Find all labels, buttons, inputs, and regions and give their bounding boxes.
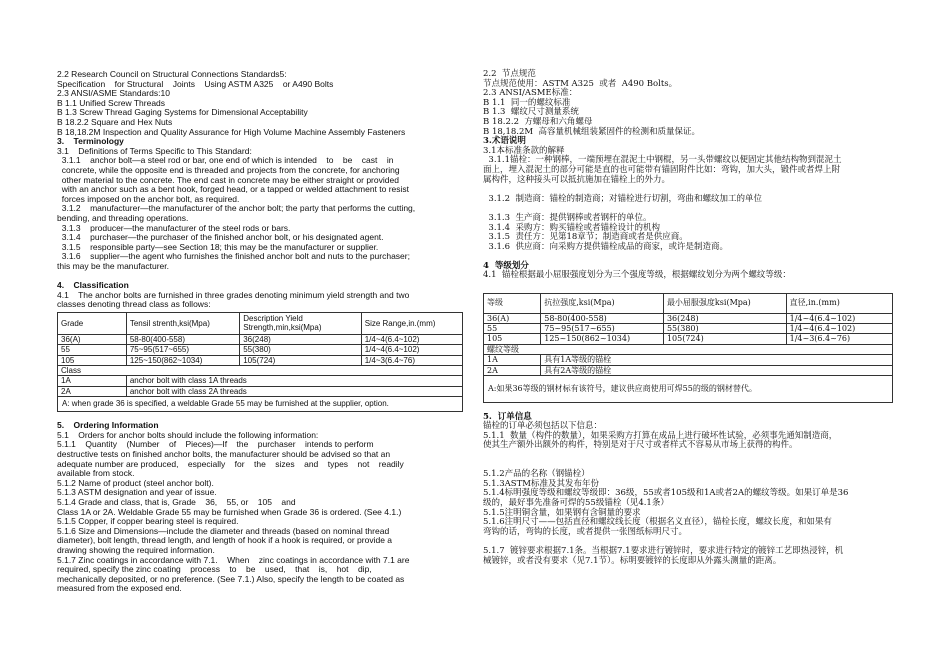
text-line: B 1.1 同一的螺纹标准: [483, 97, 571, 108]
table-row: [58, 345, 463, 355]
table-cell: 36(A): [484, 313, 541, 323]
table-cell: 1/4~4(6.4~102): [786, 313, 892, 323]
text-line: 5.1.1 Quantity (Number of Pieces)—If the purchaser intends to perform: [57, 439, 374, 450]
text-line: B 18.2.2 方螺母和六角螺母: [483, 116, 593, 127]
table-cell: 55: [484, 324, 541, 334]
table-cell: anchor bolt with class 1A threads: [126, 376, 462, 386]
text-line: 2.3 ANSI/ASME Standards:10: [57, 88, 170, 99]
text-line: adequate number are produced, especially for the sizes and types not readily: [57, 458, 404, 469]
table-header-cell: Size Range,in.(mm): [361, 312, 462, 334]
table-cell: 36(A): [58, 334, 127, 344]
table-cell: 1/4~4(6.4~102): [361, 345, 462, 355]
text-line: classes denoting thread class as follows:: [57, 299, 211, 310]
text-line: 5.1.4标明强度等级和螺纹等级即：36级，55或者105级和1A或者2A的螺纹等级。如果订单是36: [483, 488, 849, 499]
table-row: [484, 313, 893, 323]
text-line: 5.1.6 Size and Dimensions—include the diameter and threads (based on nominal thread: [57, 525, 390, 536]
text-line: 5.1.7 镀锌要求根据7.1条。当根据7.1要求进行镀锌时，要求进行特定的镀锌工艺即热浸锌，机: [483, 546, 844, 556]
section-heading-ordering: 5. 订单信息: [483, 411, 532, 422]
text-line: Specification for Structural Joints Using ASTM A325 or A490 Bolts: [57, 78, 334, 89]
text-line: 5.1.5注明铜含量，如果钢有含铜量的要求: [483, 507, 641, 518]
table-row: [484, 344, 893, 354]
table-header-cell: Tensil strenth,ksi(Mpa): [126, 312, 239, 334]
text-line: 5.1.6注明尺寸——包括直径和螺纹线长度（根据名义直径），锚栓长度，螺纹长度，和如果有: [483, 517, 832, 528]
table-cell: 36(248): [663, 313, 786, 323]
table-cell: 具有1A等级的锚栓: [541, 355, 893, 365]
text-line: 3.1.4 采购方：购买锚栓或者锚栓设计的机构: [483, 222, 660, 233]
text-line: 5.1.4 Grade and class, that is, Grade 36, 55, or 105 and: [57, 497, 296, 508]
grade-table: [483, 293, 893, 403]
text-line: 级的，最好事先准备可焊的55级锚栓（见4.1条）: [483, 498, 669, 509]
text-line: bending, and threading operations.: [57, 212, 189, 223]
text-line: 3.1.2 制造商：锚栓的制造商；对锚栓进行切割，弯曲和螺纹加工的单位: [483, 193, 762, 204]
text-line: 节点规范使用：ASTM A325 或者 A490 Bolts。: [483, 78, 678, 89]
text-line: 3.1.1 anchor bolt—a steel rod or bar, one end of which is intended to be cast in: [57, 155, 394, 166]
section-heading-classification: 4 等级划分: [483, 260, 529, 271]
table-note: A:如果36等级的钢材标有该符号，建议供应商使用可焊55的级的钢材替代。: [484, 376, 893, 403]
table-cell: 105: [484, 334, 541, 344]
text-line: drawing showing the required information.: [57, 545, 215, 555]
text-line: B 1.3 Screw Thread Gaging Systems for Dimensional Acceptability: [57, 107, 308, 118]
table-cell: 58-80(400-558): [541, 313, 664, 323]
text-line: mechanically deposited, or no preference. (See 7.1.) Also, specify the length to be coated as: [57, 573, 405, 584]
english-column: [57, 70, 463, 594]
text-line: 3.1.3 producer—the manufacturer of the steel rods or bars.: [57, 222, 291, 233]
text-line: 3.1.5 责任方：见第18章节；制造商或者是供应商。: [483, 232, 688, 243]
table-cell: 1/4~3(6.4~76): [361, 355, 462, 365]
table-cell: 125~150(862~1034): [126, 355, 239, 365]
text-line: 3.1 Definitions of Terms Specific to This Standard:: [57, 145, 252, 156]
text-line: 使其生产额外出额外的构件，特别是对于尺寸或者样式不容易从市场上获得的构件。: [483, 440, 798, 451]
text-line: B 1.1 Unified Screw Threads: [57, 97, 166, 108]
table-row: [484, 365, 893, 375]
table-header-cell: 等级: [484, 293, 541, 313]
table-cell: 55(380): [663, 324, 786, 334]
text-line: measured from the exposed end.: [57, 583, 182, 594]
text-line: 3.1.3 生产商：提供钢棒或者钢杆的单位。: [483, 212, 652, 223]
table-cell: 55(380): [240, 345, 362, 355]
text-line: 5.1.2产品的名称（钢锚栓）: [483, 469, 590, 480]
table-row: [58, 386, 463, 396]
table-cell: 1A: [58, 376, 127, 386]
text-line: B 18,18.2M Inspection and Quality Assurance for High Volume Machine Assembly Fasteners: [57, 126, 406, 137]
text-line: 5.1 Orders for anchor bolts should include the following information:: [57, 429, 319, 440]
text-line: 3.1.6 供应商：向采购方提供锚栓成品的商家，或许是制造商。: [483, 241, 728, 252]
table-row: [484, 324, 893, 334]
table-cell: 1/4~3(6.4~76): [786, 334, 892, 344]
text-line: Class 1A or 2A. Weldable Grade 55 may be furnished when Grade 36 is ordered. (See 4.1.): [57, 506, 402, 517]
table-cell: 58-80(400-558): [126, 334, 239, 344]
text-line: B 18.2.2 Square and Hex Nuts: [57, 116, 173, 127]
section-heading-terminology: 3.术语说明: [483, 136, 526, 147]
table-row: [58, 334, 463, 344]
text-line: 属构件，这种接头可以抵抗施加在锚栓上的外力。: [483, 174, 671, 185]
text-line: with an anchor such as a bent hook, forged head, or a tapped or welded attachment to resist: [57, 184, 410, 195]
table-row: [484, 355, 893, 365]
table-header-cell: 直径,in.(mm): [786, 293, 892, 313]
table-header-cell: Grade: [58, 312, 127, 334]
table-cell: 1A: [484, 355, 541, 365]
text-line: 弯钩的话，弯钩的长度，或者提供一张图纸标明尺寸。: [483, 526, 688, 537]
table-cell: 1/4~4(6.4~102): [786, 324, 892, 334]
text-line: 3.1本标准条款的解释: [483, 145, 565, 156]
text-line: this may be the manufacturer.: [57, 260, 169, 271]
text-line: available from stock.: [57, 468, 135, 479]
table-note-row: [58, 397, 463, 411]
table-cell: 2A: [58, 386, 127, 396]
references-block: [483, 70, 893, 137]
table-header-cell: 抗拉强度,ksi(Mpa): [541, 293, 664, 313]
table-cell: 55: [58, 345, 127, 355]
table-header-cell: Description Yield Strength,min,ksi(Mpa): [240, 312, 362, 334]
text-line: 3.1.4 purchaser—the purchaser of the finished anchor bolt, or his designated agent.: [57, 232, 384, 243]
section-heading-ordering: 5. Ordering Information: [57, 420, 159, 431]
text-line: 2.2 Research Council on Structural Connections Standards5:: [57, 69, 287, 79]
text-line: concrete, while the opposite end is threaded and projects from the concrete, for anchoring: [57, 164, 400, 175]
table-cell: 75~95(517~655): [126, 345, 239, 355]
table-cell: 75~95(517~655): [541, 324, 664, 334]
text-line: B 1.3 螺纹尺寸测量系统: [483, 107, 579, 118]
table-note: A: when grade 36 is specified, a weldable Grade 55 may be furnished at the supplier, option.: [58, 397, 463, 411]
text-line: 2.2 节点规范: [483, 69, 536, 79]
table-cell: 2A: [484, 365, 541, 375]
text-line: 3.1.6 supplier—the agent who furnishes the finished anchor bolt and nuts to the purchaser;: [57, 251, 410, 262]
text-line: B 18,18.2M 高容量机械组装紧固件的检测和质量保证。: [483, 126, 701, 137]
text-line: 5.1.2 Name of product (steel anchor bolt).: [57, 477, 214, 488]
chinese-column: [483, 70, 893, 566]
table-header-cell: 最小屈服强度ksi(Mpa): [663, 293, 786, 313]
text-line: 5.1.7 Zinc coatings in accordance with 7.1. When zinc coatings in accordance with 7.1 are: [57, 554, 410, 565]
table-cell: 105: [58, 355, 127, 365]
table-note-row: [484, 376, 893, 403]
text-line: 5.1.5 Copper, if copper bearing steel is required.: [57, 516, 239, 527]
table-header-row: [484, 293, 893, 313]
table-header-row: [58, 312, 463, 334]
text-line: 2.3 ANSI/ASME标准：: [483, 88, 578, 99]
text-line: 5.1.3 ASTM designation and year of issue.: [57, 487, 217, 498]
table-row: [58, 355, 463, 365]
text-line: 械镀锌，或者没有要求（见7.1节）。标明要镀锌的长度即从外露头测量的距离。: [483, 555, 782, 566]
ordering-block: [57, 431, 463, 594]
table-cell: 105(724): [240, 355, 362, 365]
table-cell: anchor bolt with class 2A threads: [126, 386, 462, 396]
section-heading-terminology: 3. Terminology: [57, 136, 124, 147]
grade-table: [57, 312, 463, 412]
text-line: 3.1.2 manufacturer—the manufacturer of the anchor bolt; the party that performs the cutting,: [57, 203, 416, 214]
table-cell: Class: [58, 366, 463, 376]
table-cell: 具有2A等级的锚栓: [541, 365, 893, 375]
table-row: [58, 366, 463, 376]
table-cell: 105(724): [663, 334, 786, 344]
table-row: [58, 376, 463, 386]
table-cell: 螺纹等级: [484, 344, 893, 354]
terminology-block: [57, 147, 463, 272]
text-line: required, specify the zinc coating process to be used, that is, hot dip,: [57, 564, 372, 575]
text-line: other material to the concrete. The end cast in concrete may be either straight or provided: [57, 174, 399, 185]
table-cell: 125~150(862~1034): [541, 334, 664, 344]
section-heading-classification: 4. Classification: [57, 280, 129, 291]
text-line: 4.1 锚栓根据最小屈服强度划分为三个强度等级，根据螺纹划分为两个螺纹等级：: [483, 270, 791, 281]
ordering-block: [483, 422, 893, 566]
text-line: 面上，埋入混泥土的部分可能是直的也可能带有锚固附件比如：弯钩，加大头，锻件或者焊上附: [483, 164, 841, 175]
table-cell: 1/4~4(6.4~102): [361, 334, 462, 344]
text-line: 5.1.1 数量（构件的数量），如果采购方打算在成品上进行破坏性试验，必须事先通知制造商，: [483, 430, 838, 441]
terminology-block: [483, 147, 893, 253]
text-line: 3.1.1锚栓：一种钢棒，一端预埋在混泥土中钢棍，另一头带螺纹以便固定其他结构物到混泥土: [483, 155, 842, 166]
text-line: 5.1.3ASTM标准及其发布年份: [483, 478, 599, 489]
table-cell: 36(248): [240, 334, 362, 344]
text-line: 4.1 The anchor bolts are furnished in three grades denoting minimum yield strength and two: [57, 289, 410, 300]
text-line: 3.1.5 responsible party—see Section 18; this may be the manufacturer or supplier.: [57, 241, 379, 252]
table-row: [484, 334, 893, 344]
text-line: 锚栓的订单必须包括以下信息：: [483, 421, 603, 432]
text-line: destructive tests on finished anchor bolts, the manufacturer should be advised so that an: [57, 449, 391, 460]
references-block: [57, 70, 463, 137]
text-line: diameter), bolt length, thread length, and length of hook if a hook is required, or provide a: [57, 535, 393, 546]
text-line: forces imposed on the anchor bolt, as required.: [57, 193, 240, 204]
